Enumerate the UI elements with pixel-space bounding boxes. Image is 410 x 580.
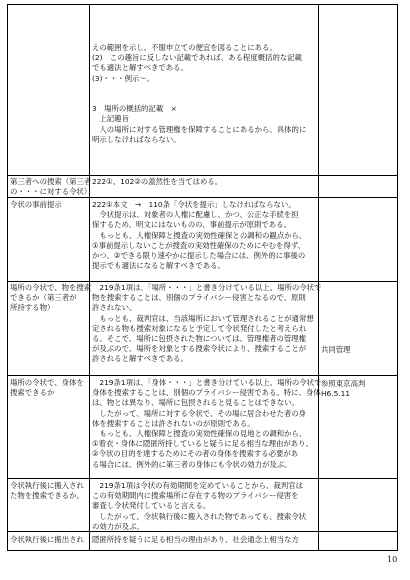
row-divider: [7, 175, 397, 176]
label-line: 令状の事前提示: [10, 200, 62, 209]
note-line: H6.5.11: [321, 389, 351, 399]
body-line: 体を捜索することは許されないのが原則である。: [92, 418, 255, 428]
body-line: 隠匿所持を疑うに足る相当の理由があり、社会通念上相当な方: [92, 535, 299, 544]
row-label: [10, 283, 91, 314]
row-body: [92, 378, 321, 470]
body-line: 222①、102②の蓋然性を当てはめる。: [92, 177, 223, 186]
body-line: (3)・・・例示～。: [92, 73, 155, 83]
row-divider: [7, 281, 397, 282]
body-line: もっとも、裁判官は、当該場所において管理されることが通常想: [92, 313, 314, 323]
note-line: 共同管理: [321, 345, 351, 354]
row-divider: [7, 4, 397, 5]
row-body: [92, 481, 306, 532]
label-line: 場所の令状で、身体を: [10, 378, 84, 387]
body-line: この有効期間内に捜索場所に存在する物のプライバシー侵害を: [92, 491, 299, 501]
body-line: [92, 84, 306, 94]
body-line: 許されない。: [92, 303, 137, 313]
body-line: 令状提示は、対象者の人権に配慮し、かつ、公正な手続を担: [92, 210, 299, 220]
label-line: 第三者への捜索（第三者: [10, 177, 92, 186]
column-divider: [7, 4, 8, 551]
body-line: ①着衣・身体に隠匿所持していると疑うに足る相当な理由があり、: [92, 439, 313, 449]
row-note: [321, 345, 351, 355]
label-line: できるか（第三者が: [10, 293, 77, 303]
row-label: [10, 481, 84, 501]
body-line: 222①本文 → 110条「令状を提示」しなければならない。: [92, 200, 296, 209]
body-line: ②令状の目的を達するためにその者の身体を捜索する必要があ: [92, 449, 299, 459]
body-line: かつ、②できる限り速やかに提示した場合には、例外的に事後の: [92, 250, 306, 260]
body-line: [92, 94, 306, 104]
body-line: えの範囲を示し、不服申立ての便宜を図ることにある。: [92, 43, 277, 52]
body-line: 物を捜索することは、別個のプライバシー侵害となるので、原則: [92, 293, 306, 303]
label-line: 所持する物）: [10, 303, 55, 313]
body-line: 保するため、明文にはないものの、事前提示が原則である。: [92, 220, 291, 230]
body-line: 審査し令状発付していると言える。: [92, 501, 211, 511]
page-number: 10: [387, 555, 398, 564]
body-line: は、物とは異なり、場所に包摂されると見ることはできない。: [92, 398, 299, 408]
body-line: したがって、令状執行後に搬入された物であっても、捜索令状: [92, 511, 307, 521]
body-line: る場合には、例外的に第三者の身体にも令状の効力が及ぶ。: [92, 459, 292, 469]
row-divider: [7, 550, 397, 551]
body-line: (2) この趣旨に反しない記載であれば、ある程度概括的な記載: [92, 53, 303, 63]
body-line: 身体を捜索することは、別個のプライバシー侵害である。特に、身体: [92, 388, 321, 398]
label-line: 令状執行後に搬出され: [10, 535, 84, 544]
column-divider: [397, 4, 398, 551]
row-note: [321, 379, 365, 399]
row-label: [10, 200, 62, 210]
body-line: 提示でも適法になると解すべきである。: [92, 261, 225, 271]
label-line: 捜索できるか: [10, 388, 55, 398]
row-body: [92, 535, 299, 545]
body-line: 219条1項は令状の有効期間を定めていることから、裁判官は: [92, 481, 303, 490]
row-divider: [7, 375, 397, 376]
body-line: 3 場所の概括的記載 ×: [92, 104, 177, 114]
body-line: 上記趣旨: [92, 114, 129, 124]
row-body: [92, 177, 222, 187]
label-line: 場所の令状で、物を捜索: [10, 283, 92, 292]
body-line: ①事前提示しないことが捜査の実効性確保のためにやむを得ず、: [92, 240, 305, 250]
label-line: の・・・に対する令状）: [10, 187, 92, 197]
body-line: の効力が及ぶ。: [92, 521, 144, 531]
body-line: したがって、場所に対する令状で、その場に居合わせた者の身: [92, 408, 307, 418]
row-label: [10, 535, 84, 545]
body-line: 219条1項は、「身体・・・」と書き分けている以上、場所の令状で: [92, 378, 322, 387]
row-label: [10, 177, 91, 197]
body-line: もっとも、人権保障と捜査の実効性確保との調和の観点から、: [92, 230, 307, 240]
body-line: 人の場所に対する管理権を保障することにあるから、具体的に: [92, 124, 307, 134]
body-line: が及ぶので、場所を対象とする捜索令状により、捜索することが: [92, 344, 307, 354]
column-divider: [89, 4, 90, 551]
label-line: た物を捜索できるか。: [10, 491, 84, 501]
row-body: [92, 43, 306, 145]
row-label: [10, 378, 84, 398]
body-line: もっとも、人権保障と捜査の実効性確保の見地との調和から、: [92, 428, 307, 438]
body-line: 定される物も捜索対象になると予定して令状発付したと考えられ: [92, 323, 307, 333]
body-line: 明示しなければならない。: [92, 134, 181, 144]
label-line: 令状執行後に搬入され: [10, 481, 84, 490]
body-line: でも適法と解すべきである。: [92, 63, 188, 73]
body-line: る。そこで、場所に包摂された物については、管理権者の管理権: [92, 333, 307, 343]
row-body: [92, 283, 321, 365]
note-line: 参照東京高判: [321, 379, 366, 388]
row-body: [92, 200, 306, 271]
body-line: 219条1項は、「場所・・・」と書き分けている以上、場所の令状で: [92, 283, 322, 292]
row-divider: [7, 478, 397, 479]
body-line: 許されると解すべきである。: [92, 354, 188, 364]
